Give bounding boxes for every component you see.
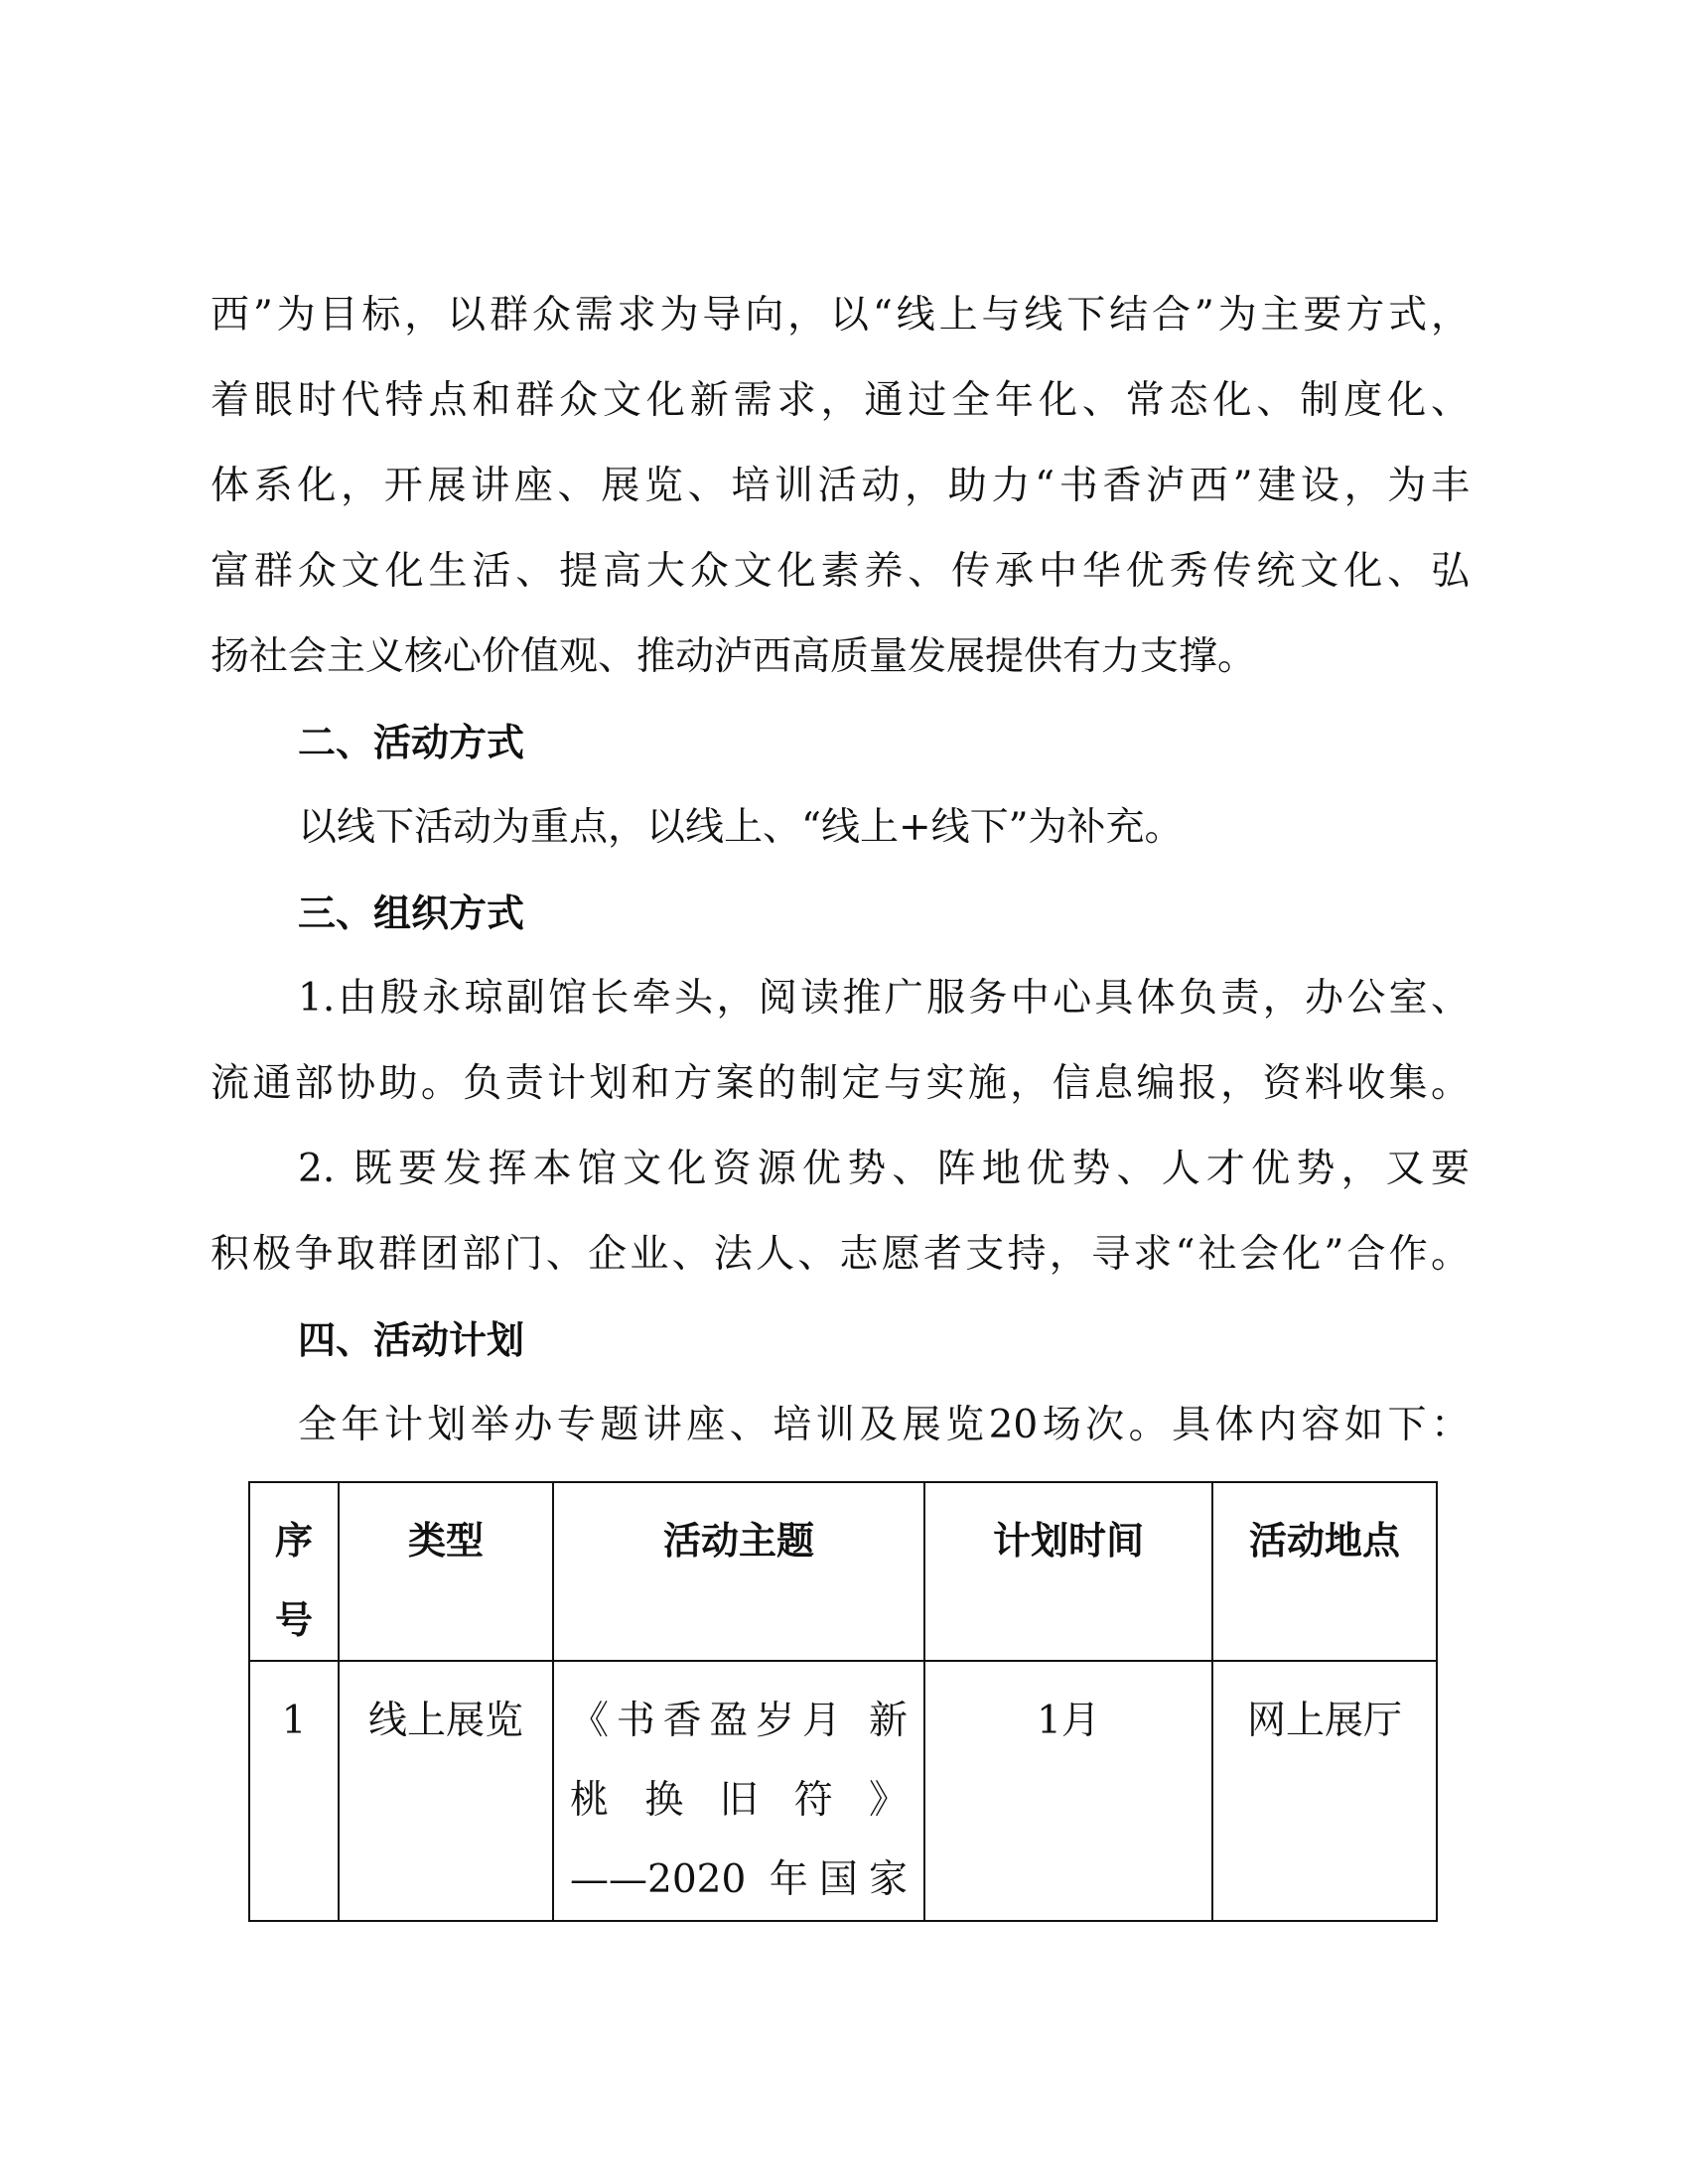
- body-text-line: 1.由殷永琼副馆长牵头，阅读推广服务中心具体负责，办公室、: [298, 976, 1470, 1021]
- cell-location: 网上展厅: [1212, 1661, 1437, 1921]
- cell-index: 1: [249, 1661, 339, 1921]
- body-text-line: 流通部协助。负责计划和方案的制定与实施，信息编报，资料收集。: [211, 1061, 1470, 1106]
- cell-theme-line: ——2020 年国家: [570, 1857, 908, 1902]
- body-text-line: 富群众文化生活、提高大众文化素养、传承中华优秀传统文化、弘: [211, 549, 1470, 594]
- header-location: 活动地点: [1212, 1482, 1437, 1661]
- section-heading-activity-method: 二、活动方式: [298, 721, 525, 764]
- activity-plan-table: [248, 1481, 1438, 1922]
- cell-theme: [553, 1661, 924, 1921]
- section-heading-organization: 三、组织方式: [298, 891, 525, 935]
- body-text-line: 着眼时代特点和群众文化新需求，通过全年化、常态化、制度化、: [211, 378, 1470, 423]
- table-header-row: [249, 1482, 1437, 1661]
- cell-theme-line: 桃 换 旧 符 》: [570, 1778, 908, 1823]
- body-text-line: 积极争取群团部门、企业、法人、志愿者支持，寻求“社会化”合作。: [211, 1232, 1470, 1277]
- body-text-line: 扬社会主义核心价值观、推动泸西高质量发展提供有力支撑。: [211, 634, 1257, 679]
- section-heading-activity-plan: 四、活动计划: [298, 1318, 525, 1362]
- document-body: [211, 273, 1470, 1468]
- cell-type: 线上展览: [339, 1661, 553, 1921]
- body-text-line: 以线下活动为重点，以线上、“线上+线下”为补充。: [298, 805, 1184, 850]
- body-text-line: 2. 既要发挥本馆文化资源优势、阵地优势、人才优势，又要: [298, 1147, 1470, 1191]
- cell-theme-line: 《书香盈岁月 新: [570, 1699, 908, 1743]
- header-index: [249, 1482, 339, 1661]
- header-time: 计划时间: [924, 1482, 1212, 1661]
- body-text-line: 西”为目标，以群众需求为导向，以“线上与线下结合”为主要方式，: [211, 293, 1470, 338]
- header-index-line: 号: [274, 1598, 313, 1642]
- activity-plan-table-wrapper: [248, 1481, 1436, 1922]
- cell-time: 1月: [924, 1661, 1212, 1921]
- header-type: 类型: [339, 1482, 553, 1661]
- table-row: [249, 1661, 1437, 1921]
- header-index-line: 序: [274, 1519, 313, 1563]
- body-text-line: 体系化，开展讲座、展览、培训活动，助力“书香泸西”建设，为丰: [211, 464, 1470, 508]
- body-text-line: 全年计划举办专题讲座、培训及展览20场次。具体内容如下：: [298, 1403, 1470, 1447]
- header-theme: 活动主题: [553, 1482, 924, 1661]
